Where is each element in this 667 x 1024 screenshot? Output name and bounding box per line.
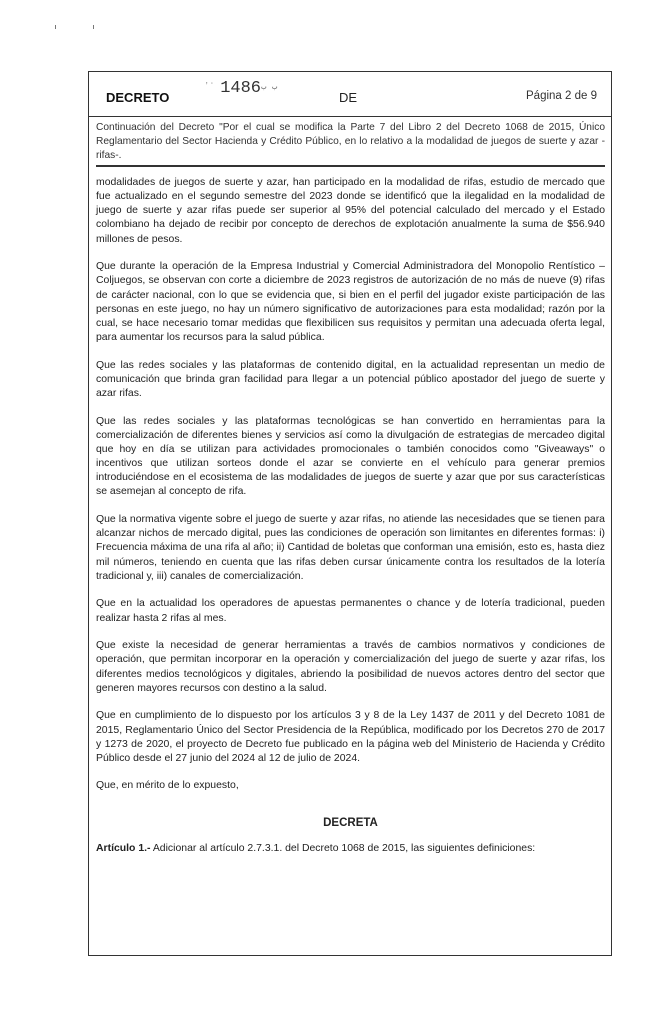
scan-mark bbox=[55, 25, 56, 29]
paragraph: Que en la actualidad los operadores de apuestas permanentes o chance y de lotería tradicional, pueden realizar hasta 2 rifas al mes. bbox=[96, 598, 605, 624]
scan-mark bbox=[93, 25, 94, 29]
paragraph: Que la normativa vigente sobre el juego de suerte y azar rifas, no atiende las necesidades que se tienen para alcanzar nichos de mercado digital, pues las condiciones de operación son limitantes en diferentes formas: i) Frecuencia máxima de una rifa al año; ii) Cantidad de boletas que conforman una emisión, esto es, hasta diez mil números, teniendo en cuenta que las rifas deben cursar únicamente contra los resultados de la lotería tradicional y, iii) canales de comercialización. bbox=[96, 514, 605, 582]
decree-number-stamp bbox=[204, 79, 277, 98]
decreto-label: DECRETO bbox=[106, 90, 170, 105]
de-label: DE bbox=[339, 90, 358, 105]
stamp-prefix: ʼʿ ب ب bbox=[204, 82, 278, 92]
article-1-label: Artículo 1.- bbox=[96, 842, 151, 854]
paragraph: Que las redes sociales y las plataformas tecnológicas se han convertido en herramientas para la comercialización de diferentes bienes y servicios así como la divulgación de estrategias de mercadeo digital que hoy en día se utilizan para actividades promocionales o también conocidos como "Giveaways" o incentivos que utilizan sorteos donde el azar se convierte en el vehículo para generar premios introduciéndose en el ecosistema de las modalidades de juegos de suerte y azar que por sus características se asemejan al concepto de rifa. bbox=[96, 415, 605, 498]
document-frame bbox=[88, 71, 612, 956]
paragraph: Que existe la necesidad de generar herramientas a través de cambios normativos y condiciones de operación, que permitan incorporar en la operación y comercialización del juego de suerte y azar rifas, los diferentes medios tecnológicos y digitales, abriendo la posibilidad de nuevos actores dentro del sector que generen mayores recursos con destino a la salud. bbox=[96, 640, 605, 694]
document-body bbox=[96, 176, 605, 869]
continuation-subtitle: Continuación del Decreto "Por el cual se modifica la Parte 7 del Libro 2 del Decreto 1068 de 2015, Único Reglamentario del Sector Hacienda y Crédito Público, en lo relativo a la modalidad de juegos de suerte y azar -rifas-. bbox=[96, 122, 605, 162]
subtitle-divider bbox=[96, 165, 605, 167]
paragraph: Que, en mérito de lo expuesto, bbox=[96, 780, 239, 792]
paragraph: Que las redes sociales y las plataformas de contenido digital, en la actualidad representan un medio de comunicación que brinda gran facilidad para llegar a un potencial público apostador del juego de suerte y azar rifas. bbox=[96, 359, 605, 400]
article-1 bbox=[96, 842, 605, 856]
paragraph: modalidades de juegos de suerte y azar, han participado en la modalidad de rifas, estudio de mercado que fue actualizado en el segundo semestre del 2023 donde se identificó que la ilegalidad en la modalidad de juego de suerte y azar rifas puede ser superior al 95% del potencial calculado del mercado y el Estado colombiano ha dejado de recibir por concepto de derechos de explotación anualmente la suma de $56.940 millones de pesos. bbox=[96, 177, 605, 245]
page-indicator: Página 2 de 9 bbox=[526, 90, 597, 102]
decree-header bbox=[89, 72, 611, 117]
decreta-heading: DECRETA bbox=[323, 816, 378, 829]
decree-number: 1486 bbox=[220, 79, 262, 98]
article-1-text: Adicionar al artículo 2.7.3.1. del Decreto 1068 de 2015, las siguientes definiciones: bbox=[150, 842, 536, 854]
paragraph: Que durante la operación de la Empresa Industrial y Comercial Administradora del Monopolio Rentístico – Coljuegos, se observan con corte a diciembre de 2023 registros de autorización de no más de nueve (9) rifas de carácter nacional, con lo que se evidencia que, si bien en el perfil del jugador existe participación de las personas en este juego, no hay un número significativo de autorizaciones para esta modalidad; razón por la cual, se hace necesario tomar medidas que flexibilicen sus requisitos y permitan una adecuada oferta legal, para aumentar los recursos para la salud pública. bbox=[96, 261, 605, 344]
paragraph: Que en cumplimiento de lo dispuesto por los artículos 3 y 8 de la Ley 1437 de 2011 y del Decreto 1081 de 2015, Reglamentario Único del Sector Presidencia de la República, modificado por los Decretos 270 de 2017 y 1273 de 2020, el proyecto de Decreto fue publicado en la página web del Ministerio de Hacienda y Crédito Público desde el 27 junio del 2024 al 12 de julio de 2024. bbox=[96, 710, 605, 764]
